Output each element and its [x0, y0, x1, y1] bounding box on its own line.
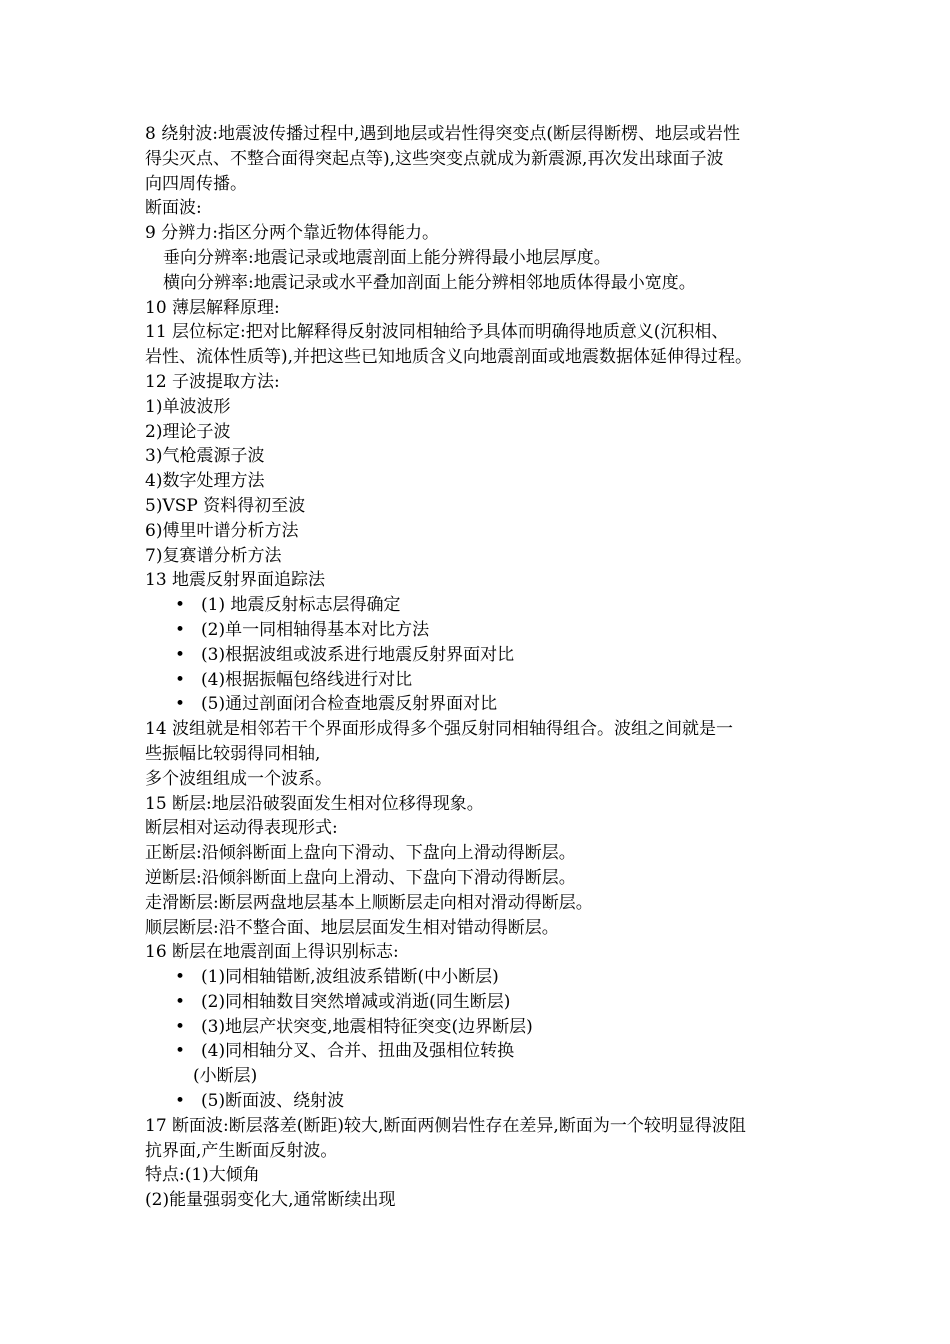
- bullet-item: [145, 990, 835, 1015]
- bullet-item: [145, 643, 835, 668]
- bullet-text: (3)根据波组或波系进行地震反射界面对比: [201, 644, 515, 665]
- paragraph-14-line-2: 些振幅比较弱得同相轴,: [145, 743, 321, 764]
- paragraph-17-line-1: 17 断面波:断层落差(断距)较大,断面两侧岩性存在差异,断面为一个较明显得波阻: [145, 1115, 746, 1136]
- bullet-icon: •: [175, 694, 186, 715]
- list-item: 2)理论子波: [145, 421, 231, 442]
- bullet-icon: •: [175, 595, 186, 616]
- bullet-text: (1)同相轴错断,波组波系错断(中小断层): [201, 967, 499, 988]
- bullet-item: [145, 1015, 835, 1040]
- paragraph-12: 12 子波提取方法:: [145, 371, 280, 392]
- bullet-text: (3)地层产状突变,地震相特征突变(边界断层): [201, 1016, 533, 1037]
- paragraph-9-vertical-resolution: 垂向分辨率:地震记录或地震剖面上能分辨得最小地层厚度。: [163, 247, 611, 268]
- bullet-text: (1) 地震反射标志层得确定: [201, 595, 401, 616]
- bullet-continuation: (小断层): [193, 1066, 258, 1087]
- bullet-icon: •: [175, 644, 186, 665]
- paragraph-15: 15 断层:地层沿破裂面发生相对位移得现象。: [145, 793, 484, 814]
- paragraph-11-line-2: 岩性、流体性质等),并把这些已知地质含义向地震剖面或地震数据体延伸得过程。: [145, 347, 753, 368]
- heading-fault-plane-wave: 断面波:: [145, 198, 202, 219]
- bullet-text: (4)同相轴分叉、合并、扭曲及强相位转换: [201, 1041, 515, 1062]
- bullet-icon: •: [175, 669, 186, 690]
- list-item: 4)数字处理方法: [145, 471, 265, 492]
- paragraph-17-feature-2: (2)能量强弱变化大,通常断续出现: [145, 1190, 396, 1211]
- bullet-text: (5)断面波、绕射波: [201, 1091, 345, 1112]
- bullet-text: (4)根据振幅包络线进行对比: [201, 669, 413, 690]
- bullet-list-13: [145, 593, 835, 717]
- paragraph-15-bedding-fault: 顺层断层:沿不整合面、地层层面发生相对错动得断层。: [145, 917, 559, 938]
- paragraph-9: 9 分辨力:指区分两个靠近物体得能力。: [145, 223, 439, 244]
- paragraph-8-line-1: 8 绕射波:地震波传播过程中,遇到地层或岩性得突变点(断层得断楞、地层或岩性: [145, 124, 740, 144]
- list-item: 7)复赛谱分析方法: [145, 545, 282, 566]
- bullet-text: (2)同相轴数目突然增减或消逝(同生断层): [201, 991, 511, 1012]
- paragraph-8-line-3: 向四周传播。: [145, 173, 247, 194]
- bullet-icon: •: [175, 619, 186, 640]
- document-page: [145, 122, 835, 1213]
- list-item: 1)单波波形: [145, 396, 231, 417]
- bullet-item: [145, 1039, 835, 1064]
- bullet-item: [145, 593, 835, 618]
- bullet-icon: •: [175, 1091, 186, 1112]
- bullet-item: [145, 692, 835, 717]
- bullet-list-16: [145, 965, 835, 1114]
- paragraph-17-line-2: 抗界面,产生断面反射波。: [145, 1140, 338, 1161]
- paragraph-9-horizontal-resolution: 横向分辨率:地震记录或水平叠加剖面上能分辨相邻地质体得最小宽度。: [163, 272, 696, 293]
- paragraph-8-line-2: 得尖灭点、不整合面得突起点等),这些突变点就成为新震源,再次发出球面子波: [145, 148, 724, 169]
- paragraph-16: 16 断层在地震剖面上得识别标志:: [145, 942, 399, 963]
- paragraph-10: 10 薄层解释原理:: [145, 297, 280, 318]
- paragraph-14-line-1: 14 波组就是相邻若干个界面形成得多个强反射同相轴得组合。波组之间就是一: [145, 719, 734, 740]
- paragraph-15-normal-fault: 正断层:沿倾斜断面上盘向下滑动、下盘向上滑动得断层。: [145, 843, 576, 864]
- bullet-text: (5)通过剖面闭合检查地震反射界面对比: [201, 694, 498, 715]
- bullet-icon: •: [175, 1016, 186, 1037]
- list-item: 3)气枪震源子波: [145, 446, 265, 467]
- bullet-item: [145, 965, 835, 990]
- paragraph-17-feature-1: 特点:(1)大倾角: [145, 1165, 260, 1186]
- paragraph-15-reverse-fault: 逆断层:沿倾斜断面上盘向上滑动、下盘向下滑动得断层。: [145, 867, 576, 888]
- bullet-item: [145, 618, 835, 643]
- bullet-icon: •: [175, 1041, 186, 1062]
- list-item: 6)傅里叶谱分析方法: [145, 520, 299, 541]
- paragraph-14-line-3: 多个波组组成一个波系。: [145, 768, 332, 789]
- paragraph-11-line-1: 11 层位标定:把对比解释得反射波同相轴给予具体而明确得地质意义(沉积相、: [145, 322, 729, 343]
- bullet-item: [145, 1089, 835, 1114]
- paragraph-15-forms: 断层相对运动得表现形式:: [145, 818, 338, 839]
- bullet-text: (2)单一同相轴得基本对比方法: [201, 619, 430, 640]
- paragraph-15-strike-slip-fault: 走滑断层:断层两盘地层基本上顺断层走向相对滑动得断层。: [145, 892, 593, 913]
- paragraph-13: 13 地震反射界面追踪法: [145, 570, 326, 591]
- bullet-icon: •: [175, 991, 186, 1012]
- list-item: 5)VSP 资料得初至波: [145, 495, 306, 516]
- bullet-icon: •: [175, 967, 186, 988]
- bullet-item: [145, 668, 835, 693]
